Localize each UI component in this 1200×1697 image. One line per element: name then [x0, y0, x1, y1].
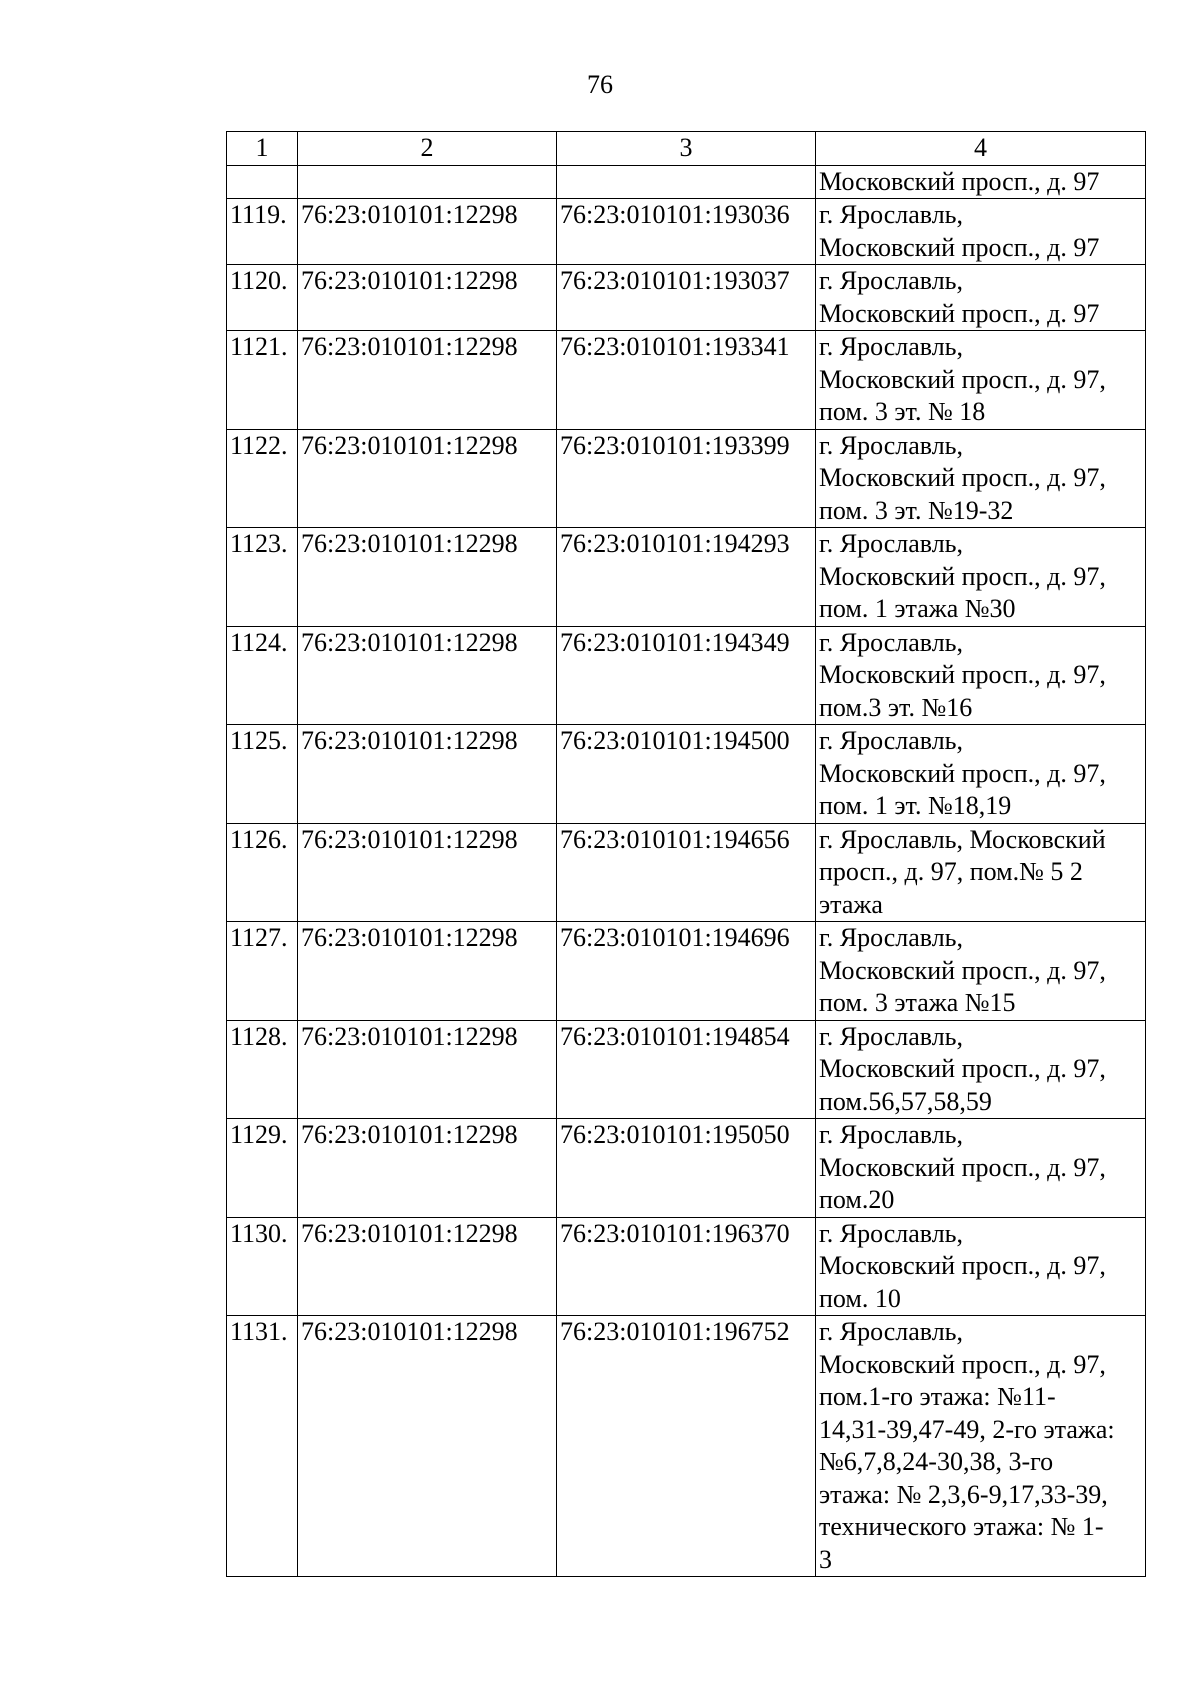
row-number: 1129. — [227, 1119, 298, 1218]
row-number: 1124. — [227, 626, 298, 725]
row-number: 1119. — [227, 199, 298, 265]
table-row — [227, 626, 1146, 725]
parcel-cadastral-number: 76:23:010101:12298 — [298, 823, 557, 922]
parcel-cadastral-number: 76:23:010101:12298 — [298, 1119, 557, 1218]
object-cadastral-number: 76:23:010101:193036 — [557, 199, 816, 265]
parcel-cadastral-number — [298, 165, 557, 199]
row-number: 1125. — [227, 725, 298, 824]
parcel-cadastral-number: 76:23:010101:12298 — [298, 725, 557, 824]
table-row — [227, 429, 1146, 528]
address: г. Ярославль, Московский просп., д. 97, пом. 1 этажа №30 — [816, 528, 1146, 627]
table-row — [227, 1119, 1146, 1218]
object-cadastral-number: 76:23:010101:196752 — [557, 1316, 816, 1577]
address: Московский просп., д. 97 — [816, 165, 1146, 199]
object-cadastral-number — [557, 165, 816, 199]
object-cadastral-number: 76:23:010101:194349 — [557, 626, 816, 725]
address: г. Ярославль, Московский просп., д. 97, пом.20 — [816, 1119, 1146, 1218]
address: г. Ярославль, Московский просп., д. 97 — [816, 265, 1146, 331]
column-header-3: 3 — [557, 132, 816, 166]
row-number: 1131. — [227, 1316, 298, 1577]
table-row — [227, 1316, 1146, 1577]
table-row — [227, 1217, 1146, 1316]
row-number: 1123. — [227, 528, 298, 627]
parcel-cadastral-number: 76:23:010101:12298 — [298, 626, 557, 725]
row-number: 1120. — [227, 265, 298, 331]
object-cadastral-number: 76:23:010101:194854 — [557, 1020, 816, 1119]
row-number: 1127. — [227, 922, 298, 1021]
object-cadastral-number: 76:23:010101:193399 — [557, 429, 816, 528]
address: г. Ярославль, Московский просп., д. 97, пом.3 эт. №16 — [816, 626, 1146, 725]
address: г. Ярославль, Московский просп., д. 97, пом. 10 — [816, 1217, 1146, 1316]
row-number: 1130. — [227, 1217, 298, 1316]
registry-table — [226, 131, 1146, 1577]
address: г. Ярославль, Московский просп., д. 97, пом. 3 эт. № 18 — [816, 331, 1146, 430]
column-header-2: 2 — [298, 132, 557, 166]
table-row — [227, 199, 1146, 265]
row-number: 1121. — [227, 331, 298, 430]
table-row — [227, 331, 1146, 430]
object-cadastral-number: 76:23:010101:194696 — [557, 922, 816, 1021]
parcel-cadastral-number: 76:23:010101:12298 — [298, 528, 557, 627]
table-row — [227, 922, 1146, 1021]
table-row — [227, 165, 1146, 199]
table-row — [227, 823, 1146, 922]
column-header-1: 1 — [227, 132, 298, 166]
object-cadastral-number: 76:23:010101:194500 — [557, 725, 816, 824]
parcel-cadastral-number: 76:23:010101:12298 — [298, 1217, 557, 1316]
row-number: 1122. — [227, 429, 298, 528]
object-cadastral-number: 76:23:010101:193341 — [557, 331, 816, 430]
table-header-row — [227, 132, 1146, 166]
object-cadastral-number: 76:23:010101:193037 — [557, 265, 816, 331]
parcel-cadastral-number: 76:23:010101:12298 — [298, 331, 557, 430]
parcel-cadastral-number: 76:23:010101:12298 — [298, 1316, 557, 1577]
row-number — [227, 165, 298, 199]
address: г. Ярославль, Московский просп., д. 97, пом.56,57,58,59 — [816, 1020, 1146, 1119]
address: г. Ярославль, Московский просп., д. 97, пом. 3 этажа №15 — [816, 922, 1146, 1021]
object-cadastral-number: 76:23:010101:194293 — [557, 528, 816, 627]
row-number: 1128. — [227, 1020, 298, 1119]
column-header-4: 4 — [816, 132, 1146, 166]
page-number: 76 — [587, 70, 613, 99]
object-cadastral-number: 76:23:010101:196370 — [557, 1217, 816, 1316]
address: г. Ярославль, Московский просп., д. 97, пом.№ 5 2 этажа — [816, 823, 1146, 922]
parcel-cadastral-number: 76:23:010101:12298 — [298, 199, 557, 265]
table-row — [227, 528, 1146, 627]
table-row — [227, 725, 1146, 824]
table-row — [227, 1020, 1146, 1119]
address: г. Ярославль, Московский просп., д. 97, пом. 1 эт. №18,19 — [816, 725, 1146, 824]
object-cadastral-number: 76:23:010101:195050 — [557, 1119, 816, 1218]
parcel-cadastral-number: 76:23:010101:12298 — [298, 1020, 557, 1119]
parcel-cadastral-number: 76:23:010101:12298 — [298, 265, 557, 331]
parcel-cadastral-number: 76:23:010101:12298 — [298, 922, 557, 1021]
table-row — [227, 265, 1146, 331]
row-number: 1126. — [227, 823, 298, 922]
address: г. Ярославль, Московский просп., д. 97, пом. 3 эт. №19-32 — [816, 429, 1146, 528]
parcel-cadastral-number: 76:23:010101:12298 — [298, 429, 557, 528]
address: г. Ярославль, Московский просп., д. 97 — [816, 199, 1146, 265]
address: г. Ярославль, Московский просп., д. 97, пом.1-го этажа: №11- 14,31-39,47-49, 2-го этажа: №6,7,8,24-30,38, 3-го этажа: № 2,3,6-9,17,33-39, технического этажа: № 1- 3 — [816, 1316, 1146, 1577]
object-cadastral-number: 76:23:010101:194656 — [557, 823, 816, 922]
